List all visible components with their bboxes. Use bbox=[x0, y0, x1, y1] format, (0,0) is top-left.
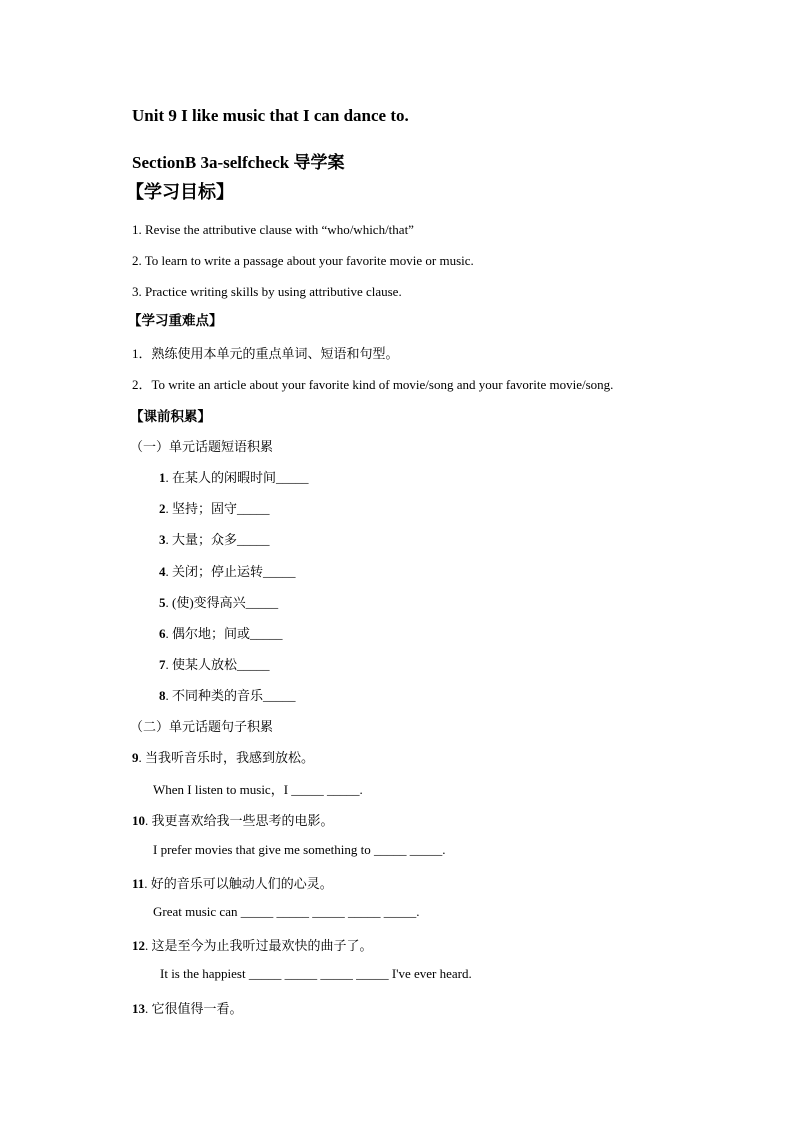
sentences-heading: （二）单元话题句子积累 bbox=[130, 719, 274, 734]
sentence-item-en: Great music can _____ _____ _____ _____ _____. bbox=[153, 904, 420, 919]
phrase-item: 5. (使)变得高兴_____ bbox=[159, 595, 279, 610]
objective-item: 2. To learn to write a passage about your favorite movie or music. bbox=[132, 253, 474, 268]
phrase-item: 8. 不同种类的音乐_____ bbox=[159, 688, 296, 703]
doc-subtitle: SectionB 3a-selfcheck 导学案 bbox=[132, 153, 345, 172]
phrase-item: 4. 关闭；停止运转_____ bbox=[159, 564, 296, 579]
sentence-item-cn: 12. 这是至今为止我听过最欢快的曲子了。 bbox=[132, 938, 373, 953]
sentence-item-en: It is the happiest _____ _____ _____ _____ I've ever heard. bbox=[160, 966, 472, 981]
phrase-item: 6. 偶尔地；间或_____ bbox=[159, 626, 283, 641]
doc-title: Unit 9 I like music that I can dance to. bbox=[132, 106, 409, 125]
key-point-item: 2．To write an article about your favorite kind of movie/song and your favorite movie/song. bbox=[132, 377, 614, 392]
sentence-item-cn: 9. 当我听音乐时，我感到放松。 bbox=[132, 750, 315, 765]
accumulation-heading: 【课前积累】 bbox=[130, 409, 211, 424]
objectives-heading: 【学习目标】 bbox=[126, 182, 234, 202]
objective-item: 3. Practice writing skills by using attributive clause. bbox=[132, 284, 402, 299]
phrase-item: 2. 坚持；固守_____ bbox=[159, 501, 270, 516]
sentence-item-cn: 11. 好的音乐可以触动人们的心灵。 bbox=[132, 876, 333, 891]
sentence-item-en: When I listen to music，I _____ _____. bbox=[153, 782, 363, 797]
sentence-item-cn: 13. 它很值得一看。 bbox=[132, 1001, 243, 1016]
objective-item: 1. Revise the attributive clause with “who/which/that” bbox=[132, 222, 414, 237]
key-points-heading: 【学习重难点】 bbox=[128, 313, 223, 328]
phrase-item: 7. 使某人放松_____ bbox=[159, 657, 270, 672]
sentence-item-cn: 10. 我更喜欢给我一些思考的电影。 bbox=[132, 813, 334, 828]
phrase-item: 1. 在某人的闲暇时间_____ bbox=[159, 470, 309, 485]
sentence-item-en: I prefer movies that give me something to _____ _____. bbox=[153, 842, 446, 857]
phrase-item: 3. 大量；众多_____ bbox=[159, 532, 270, 547]
key-point-item: 1．熟练使用本单元的重点单词、短语和句型。 bbox=[132, 346, 399, 361]
phrases-heading: （一）单元话题短语积累 bbox=[130, 439, 274, 454]
